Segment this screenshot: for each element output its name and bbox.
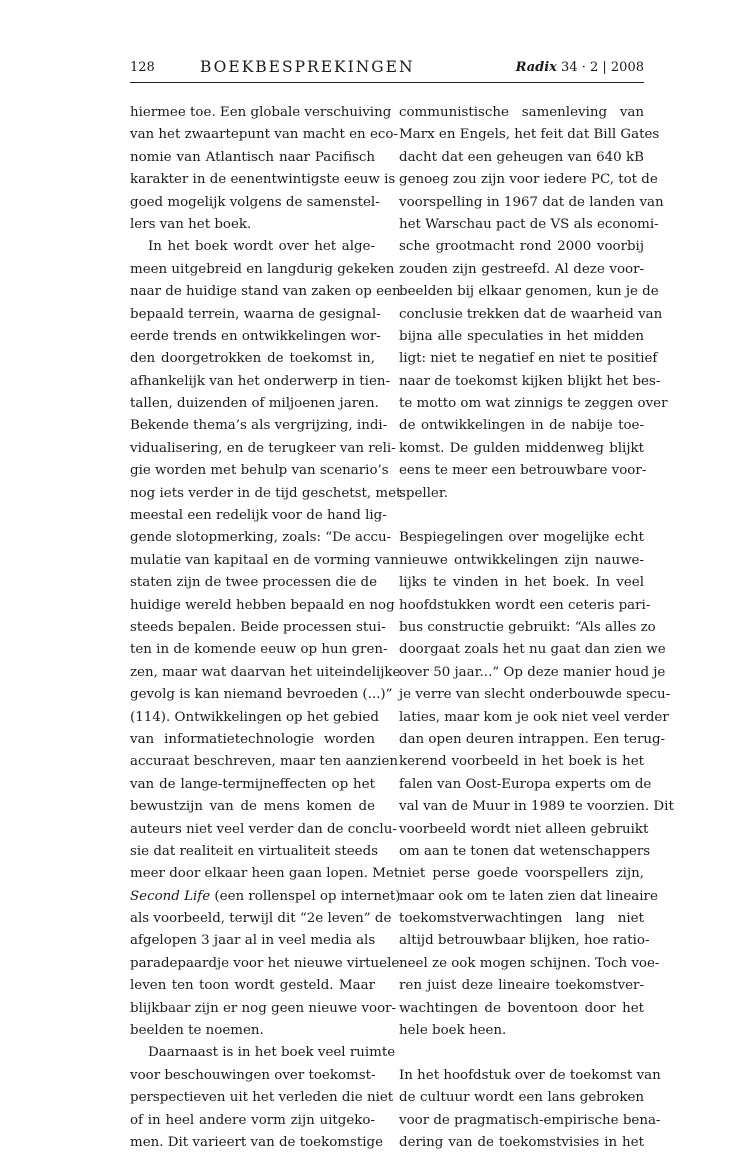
text-line: falen van Oost-Europa experts om de <box>399 776 652 792</box>
text-line: ligt: niet te negatief en niet te positief <box>399 351 658 367</box>
text-line: maar ook om te laten zien dat lineaire <box>399 888 658 904</box>
text-line: lijks te vinden in het boek. In veel <box>399 575 644 591</box>
text-line: komst. De gulden middenweg blijkt <box>399 440 644 456</box>
text-line: nog iets verder in de tijd geschetst, met <box>130 485 402 501</box>
text-line: dacht dat een geheugen van 640 kB <box>399 149 644 165</box>
text-line: doorgaat zoals het nu gaat dan zien we <box>399 642 666 658</box>
text-line: speller. <box>399 485 449 501</box>
text-line: voorbeeld wordt niet alleen gebruikt <box>399 821 649 837</box>
text-line: tallen, duizenden of miljoenen jaren. <box>130 396 379 412</box>
text-line: kerend voorbeeld in het boek is het <box>399 754 644 770</box>
text-line: perspectieven uit het verleden die niet <box>130 1090 394 1106</box>
journal-name: Radix <box>515 60 557 75</box>
text-line: Daarnaast is in het boek veel ruimte <box>148 1045 396 1061</box>
journal-issue: 34 · 2 | 2008 <box>561 60 644 75</box>
running-header <box>130 58 644 83</box>
text-line: Bekende thema’s als vergrijzing, indi- <box>130 418 388 434</box>
text-line: laties, maar kom je ook niet veel verder <box>399 709 669 725</box>
text-line: vidualisering, en de terugkeer van reli- <box>130 440 396 456</box>
text-line: of in heel andere vorm zijn uitgeko- <box>130 1112 375 1128</box>
text-line: ten in de komende eeuw op hun gren- <box>130 642 388 658</box>
text-line: toekomstverwachtingen lang niet <box>399 911 644 927</box>
text-line: wachtingen de boventoon door het <box>399 1000 644 1016</box>
text-line: hele boek heen. <box>399 1023 507 1039</box>
text-line: nomie van Atlantisch naar Pacifisch <box>130 149 375 165</box>
text-line: men. Dit varieert van de toekomstige <box>130 1134 383 1150</box>
text-line: afgelopen 3 jaar al in veel media als <box>130 933 376 949</box>
text-line: sie dat realiteit en virtualiteit steeds <box>130 843 379 859</box>
journal-reference <box>516 60 644 75</box>
text-line: genoeg zou zijn voor iedere PC, tot de <box>399 172 658 188</box>
left-text-column <box>130 102 402 1154</box>
text-line: als voorbeeld, terwijl dit “2e leven” de <box>130 911 392 927</box>
text-line: bewustzijn van de mens komen de <box>130 799 375 815</box>
text-line: meestal een redelijk voor de hand lig- <box>130 508 387 524</box>
text-line: van informatietechnologie worden <box>130 731 375 747</box>
text-line: ren juist deze lineaire toekomstver- <box>399 978 644 994</box>
text-line: de cultuur wordt een lans gebroken <box>399 1090 644 1106</box>
text-line: Marx en Engels, het feit dat Bill Gates <box>399 127 660 143</box>
text-line: lers van het boek. <box>130 216 252 232</box>
text-line: naar de huidige stand van zaken op een <box>130 284 401 300</box>
text-line: altijd betrouwbaar blijken, hoe ratio- <box>399 933 650 949</box>
text-line: Second Life (een rollenspel op internet) <box>130 888 401 904</box>
text-line: meen uitgebreid en langdurig gekeken <box>130 261 395 277</box>
text-line: den doorgetrokken de toekomst in, <box>130 351 375 367</box>
text-line: staten zijn de twee processen die de <box>130 575 378 591</box>
text-line: paradepaardje voor het nieuwe virtuele <box>130 955 400 971</box>
text-line: Bespiegelingen over mogelijke echt <box>399 530 644 546</box>
text-line: bus constructie gebruikt: “Als alles zo <box>399 619 656 635</box>
text-line: zouden zijn gestreefd. Al deze voor- <box>399 261 644 277</box>
text-line: naar de toekomst kijken blijkt het bes- <box>399 373 661 389</box>
text-line: voor beschouwingen over toekomst- <box>130 1067 376 1083</box>
text-line: eens te meer een betrouwbare voor- <box>399 463 647 479</box>
text-line: blijkbaar zijn er nog geen nieuwe voor- <box>130 1000 397 1016</box>
text-line: het Warschau pact de VS als economi- <box>399 216 659 232</box>
text-line: neel ze ook mogen schijnen. Toch voe- <box>399 955 660 971</box>
text-line: voorspelling in 1967 dat de landen van <box>399 194 664 210</box>
text-line: gie worden met behulp van scenario’s <box>130 463 389 479</box>
text-line: In het hoofdstuk over de toekomst van <box>399 1067 661 1083</box>
text-line: nieuwe ontwikkelingen zijn nauwe- <box>399 552 644 568</box>
text-line: mulatie van kapitaal en de vorming van <box>130 552 399 568</box>
text-line: over 50 jaar...” Op deze manier houd je <box>399 664 666 680</box>
page-number: 128 <box>130 60 155 75</box>
text-line: karakter in de eenentwintigste eeuw is <box>130 172 396 188</box>
paragraph-gap <box>399 1042 644 1064</box>
text-line: te motto om wat zinnigs te zeggen over <box>399 396 668 412</box>
text-line: In het boek wordt over het alge- <box>148 239 375 255</box>
text-line: gevolg is kan niemand bevroeden (...)” <box>130 687 393 703</box>
text-line: om aan te tonen dat wetenschappers <box>399 843 651 859</box>
right-text-column <box>399 102 674 1154</box>
text-line: niet perse goede voorspellers zijn, <box>399 866 644 882</box>
text-line: eerde trends en ontwikkelingen wor- <box>130 328 381 344</box>
section-title: BOEKBESPREKINGEN <box>200 58 415 76</box>
text-line: dan open deuren intrappen. Een terug- <box>399 731 666 747</box>
text-line: communistische samenleving van <box>399 105 644 120</box>
text-line: hiermee toe. Een globale verschuiving <box>130 105 392 120</box>
text-line: van de lange-termijneffecten op het <box>130 776 375 792</box>
text-line: (114). Ontwikkelingen op het gebied <box>130 709 379 725</box>
text-line: je verre van slecht onderbouwde specu- <box>399 687 671 703</box>
text-line: zen, maar wat daarvan het uiteindelijke <box>130 664 401 680</box>
text-line: dering van de toekomstvisies in het <box>399 1134 644 1150</box>
text-line: beelden te noemen. <box>130 1023 264 1039</box>
text-line: accuraat beschreven, maar ten aanzien <box>130 754 399 770</box>
text-line: sche grootmacht rond 2000 voorbij <box>399 239 644 255</box>
text-line: afhankelijk van het onderwerp in tien- <box>130 373 391 389</box>
text-line: val van de Muur in 1989 te voorzien. Dit <box>399 799 674 815</box>
text-line: gende slotopmerking, zoals: “De accu- <box>130 530 392 546</box>
text-line: leven ten toon wordt gesteld. Maar <box>130 978 375 994</box>
paragraph-gap <box>399 505 644 527</box>
text-line: meer door elkaar heen gaan lopen. Met <box>130 866 400 882</box>
text-line: auteurs niet veel verder dan de conclu- <box>130 821 397 837</box>
text-line: van het zwaartepunt van macht en eco- <box>130 127 398 143</box>
text-line: hoofdstukken wordt een ceteris pari- <box>399 597 651 613</box>
text-line: steeds bepalen. Beide processen stui- <box>130 619 386 635</box>
text-line: goed mogelijk volgens de samenstel- <box>130 194 380 210</box>
text-line: bepaald terrein, waarna de gesignal- <box>130 306 381 322</box>
text-line: conclusie trekken dat de waarheid van <box>399 306 663 322</box>
text-line: huidige wereld hebben bepaald en nog <box>130 597 395 613</box>
text-line: beelden bij elkaar genomen, kun je de <box>399 284 659 300</box>
text-line: bijna alle speculaties in het midden <box>399 328 644 344</box>
text-line: de ontwikkelingen in de nabije toe- <box>399 418 644 434</box>
text-line: voor de pragmatisch-empirische bena- <box>399 1112 661 1128</box>
